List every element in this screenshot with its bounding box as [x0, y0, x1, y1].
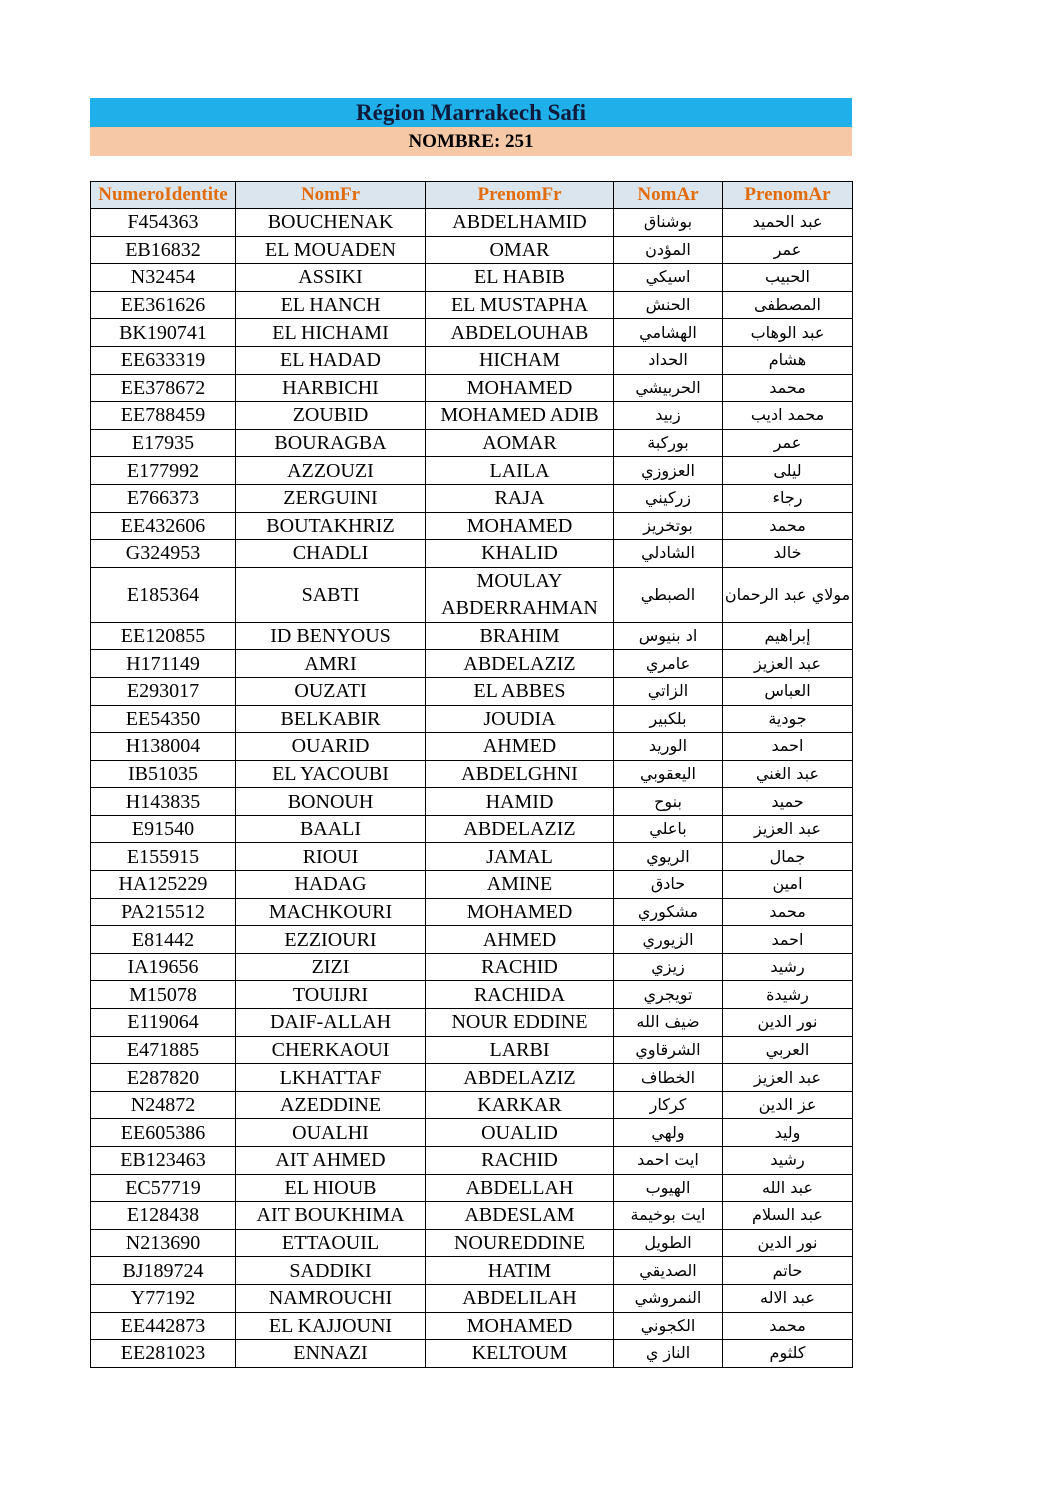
cell-prenom-fr: MOHAMED	[426, 512, 614, 540]
cell-nom-ar: الزيوري	[614, 926, 723, 954]
table-row	[91, 291, 853, 319]
cell-numero-identite: F454363	[91, 209, 236, 237]
table-row	[91, 484, 853, 512]
table-row	[91, 1202, 853, 1230]
region-title: Région Marrakech Safi	[90, 98, 852, 127]
cell-nom-fr: BOUTAKHRIZ	[236, 512, 426, 540]
cell-prenom-fr: HICHAM	[426, 346, 614, 374]
cell-nom-fr: EL HIOUB	[236, 1174, 426, 1202]
cell-prenom-fr: ABDELAZIZ	[426, 1064, 614, 1092]
cell-nom-ar: ايت بوخيمة	[614, 1202, 723, 1230]
cell-numero-identite: EE633319	[91, 346, 236, 374]
cell-numero-identite: E293017	[91, 677, 236, 705]
cell-nom-fr: EL YACOUBI	[236, 760, 426, 788]
cell-nom-ar: حادق	[614, 871, 723, 899]
table-row	[91, 871, 853, 899]
cell-numero-identite: EE432606	[91, 512, 236, 540]
cell-nom-fr: DAIF-ALLAH	[236, 1009, 426, 1037]
cell-prenom-ar: الحبيب	[723, 264, 853, 292]
cell-nom-ar: ايت احمد	[614, 1147, 723, 1175]
cell-nom-fr: ENNAZI	[236, 1340, 426, 1368]
cell-nom-ar: الهشامي	[614, 319, 723, 347]
cell-nom-fr: EL HICHAMI	[236, 319, 426, 347]
cell-nom-ar: اسيكي	[614, 264, 723, 292]
cell-numero-identite: N24872	[91, 1091, 236, 1119]
cell-nom-ar: العزوزي	[614, 457, 723, 485]
cell-nom-ar: بوركبة	[614, 429, 723, 457]
cell-prenom-ar: امين	[723, 871, 853, 899]
table-row	[91, 457, 853, 485]
table-row	[91, 843, 853, 871]
cell-nom-ar: الصديقي	[614, 1257, 723, 1285]
table-row	[91, 374, 853, 402]
cell-prenom-fr: MOHAMED ADIB	[426, 402, 614, 430]
cell-nom-fr: ZOUBID	[236, 402, 426, 430]
cell-nom-fr: MACHKOURI	[236, 898, 426, 926]
cell-numero-identite: BK190741	[91, 319, 236, 347]
cell-prenom-fr: MOULAY ABDERRAHMAN	[426, 567, 614, 622]
cell-prenom-ar: جودية	[723, 705, 853, 733]
cell-nom-fr: TOUIJRI	[236, 981, 426, 1009]
cell-prenom-fr: OMAR	[426, 236, 614, 264]
cell-nom-fr: SADDIKI	[236, 1257, 426, 1285]
cell-nom-fr: ASSIKI	[236, 264, 426, 292]
table-row	[91, 540, 853, 568]
table-row	[91, 209, 853, 237]
cell-prenom-fr: NOUR EDDINE	[426, 1009, 614, 1037]
table-row	[91, 402, 853, 430]
cell-prenom-fr: MOHAMED	[426, 1312, 614, 1340]
cell-nom-ar: زركيني	[614, 484, 723, 512]
cell-prenom-fr: KELTOUM	[426, 1340, 614, 1368]
table-row	[91, 650, 853, 678]
table-row	[91, 1257, 853, 1285]
cell-nom-fr: AMRI	[236, 650, 426, 678]
table-row	[91, 264, 853, 292]
cell-nom-ar: الزاتي	[614, 677, 723, 705]
cell-nom-fr: ZERGUINI	[236, 484, 426, 512]
cell-nom-ar: مشكوري	[614, 898, 723, 926]
cell-nom-ar: الخطاف	[614, 1064, 723, 1092]
cell-prenom-ar: مولاي عبد الرحمان	[723, 567, 853, 622]
cell-prenom-fr: EL ABBES	[426, 677, 614, 705]
cell-prenom-ar: عبد العزيز	[723, 815, 853, 843]
cell-numero-identite: H143835	[91, 788, 236, 816]
cell-numero-identite: E471885	[91, 1036, 236, 1064]
cell-prenom-fr: HAMID	[426, 788, 614, 816]
cell-prenom-fr: AHMED	[426, 926, 614, 954]
cell-prenom-ar: محمد	[723, 374, 853, 402]
cell-prenom-fr: JOUDIA	[426, 705, 614, 733]
cell-nom-ar: عامري	[614, 650, 723, 678]
header-numero-identite: NumeroIdentite	[91, 182, 236, 209]
cell-numero-identite: E128438	[91, 1202, 236, 1230]
cell-prenom-ar: العربي	[723, 1036, 853, 1064]
cell-nom-fr: OUZATI	[236, 677, 426, 705]
cell-prenom-fr: MOHAMED	[426, 374, 614, 402]
cell-numero-identite: EB123463	[91, 1147, 236, 1175]
header-nom-ar: NomAr	[614, 182, 723, 209]
cell-prenom-fr: LAILA	[426, 457, 614, 485]
cell-nom-ar: بنوح	[614, 788, 723, 816]
cell-prenom-ar: نور الدين	[723, 1009, 853, 1037]
cell-prenom-fr: ABDELHAMID	[426, 209, 614, 237]
cell-prenom-ar: عبد الاله	[723, 1284, 853, 1312]
cell-nom-fr: BAALI	[236, 815, 426, 843]
cell-prenom-ar: عز الدين	[723, 1091, 853, 1119]
cell-nom-ar: اليعقوبي	[614, 760, 723, 788]
table-row	[91, 1229, 853, 1257]
cell-nom-fr: BOURAGBA	[236, 429, 426, 457]
cell-nom-ar: اد بنيوس	[614, 622, 723, 650]
cell-numero-identite: EE54350	[91, 705, 236, 733]
table-row	[91, 236, 853, 264]
cell-prenom-ar: رشيد	[723, 953, 853, 981]
cell-numero-identite: H138004	[91, 733, 236, 761]
cell-prenom-ar: نور الدين	[723, 1229, 853, 1257]
table-row	[91, 760, 853, 788]
cell-numero-identite: PA215512	[91, 898, 236, 926]
cell-numero-identite: IA19656	[91, 953, 236, 981]
cell-prenom-ar: إبراهيم	[723, 622, 853, 650]
cell-prenom-ar: حميد	[723, 788, 853, 816]
table-row	[91, 1036, 853, 1064]
cell-nom-fr: AIT BOUKHIMA	[236, 1202, 426, 1230]
table-row	[91, 898, 853, 926]
cell-nom-fr: SABTI	[236, 567, 426, 622]
cell-nom-fr: EZZIOURI	[236, 926, 426, 954]
cell-nom-ar: باعلي	[614, 815, 723, 843]
cell-numero-identite: EE361626	[91, 291, 236, 319]
cell-nom-fr: NAMROUCHI	[236, 1284, 426, 1312]
cell-nom-fr: AZEDDINE	[236, 1091, 426, 1119]
cell-prenom-fr: NOUREDDINE	[426, 1229, 614, 1257]
cell-nom-ar: زيزي	[614, 953, 723, 981]
cell-nom-fr: EL HADAD	[236, 346, 426, 374]
cell-prenom-ar: محمد	[723, 512, 853, 540]
cell-prenom-ar: محمد اديب	[723, 402, 853, 430]
cell-nom-ar: بوشناق	[614, 209, 723, 237]
cell-nom-ar: الحربيشي	[614, 374, 723, 402]
cell-numero-identite: E177992	[91, 457, 236, 485]
table-row	[91, 953, 853, 981]
cell-prenom-ar: هشام	[723, 346, 853, 374]
table-header-row	[91, 182, 853, 209]
cell-nom-ar: زبيد	[614, 402, 723, 430]
cell-numero-identite: E91540	[91, 815, 236, 843]
table-row	[91, 926, 853, 954]
header-nom-fr: NomFr	[236, 182, 426, 209]
cell-numero-identite: Y77192	[91, 1284, 236, 1312]
cell-prenom-fr: AMINE	[426, 871, 614, 899]
cell-prenom-ar: جمال	[723, 843, 853, 871]
table-row	[91, 567, 853, 622]
cell-nom-ar: الهيوب	[614, 1174, 723, 1202]
cell-nom-ar: الريوي	[614, 843, 723, 871]
cell-nom-ar: الكجوني	[614, 1312, 723, 1340]
cell-prenom-ar: عبد الحميد	[723, 209, 853, 237]
cell-prenom-fr: MOHAMED	[426, 898, 614, 926]
cell-nom-ar: ضيف الله	[614, 1009, 723, 1037]
cell-nom-fr: HARBICHI	[236, 374, 426, 402]
cell-numero-identite: N213690	[91, 1229, 236, 1257]
table-row	[91, 1340, 853, 1368]
cell-prenom-fr: ABDELLAH	[426, 1174, 614, 1202]
cell-prenom-ar: محمد	[723, 898, 853, 926]
cell-nom-fr: EL KAJJOUNI	[236, 1312, 426, 1340]
cell-nom-fr: OUARID	[236, 733, 426, 761]
cell-prenom-ar: احمد	[723, 926, 853, 954]
cell-nom-fr: HADAG	[236, 871, 426, 899]
cell-nom-ar: بلكبير	[614, 705, 723, 733]
table-row	[91, 1312, 853, 1340]
cell-nom-ar: الطويل	[614, 1229, 723, 1257]
table-row	[91, 1174, 853, 1202]
cell-numero-identite: E119064	[91, 1009, 236, 1037]
cell-prenom-fr: RAJA	[426, 484, 614, 512]
cell-nom-fr: BOUCHENAK	[236, 209, 426, 237]
table-row	[91, 319, 853, 347]
cell-prenom-fr: LARBI	[426, 1036, 614, 1064]
cell-prenom-fr: ABDELAZIZ	[426, 815, 614, 843]
cell-numero-identite: EB16832	[91, 236, 236, 264]
cell-nom-fr: BONOUH	[236, 788, 426, 816]
table-row	[91, 677, 853, 705]
cell-numero-identite: EE120855	[91, 622, 236, 650]
cell-prenom-fr: JAMAL	[426, 843, 614, 871]
cell-prenom-fr: ABDESLAM	[426, 1202, 614, 1230]
cell-nom-ar: المؤدن	[614, 236, 723, 264]
table-row	[91, 429, 853, 457]
cell-numero-identite: EE442873	[91, 1312, 236, 1340]
record-count: NOMBRE: 251	[90, 127, 852, 156]
cell-numero-identite: HA125229	[91, 871, 236, 899]
cell-prenom-ar: عبد السلام	[723, 1202, 853, 1230]
cell-nom-ar: الوريد	[614, 733, 723, 761]
cell-nom-fr: OUALHI	[236, 1119, 426, 1147]
cell-numero-identite: EE788459	[91, 402, 236, 430]
cell-numero-identite: BJ189724	[91, 1257, 236, 1285]
cell-nom-ar: الشرقاوي	[614, 1036, 723, 1064]
cell-nom-fr: ETTAOUIL	[236, 1229, 426, 1257]
cell-prenom-ar: وليد	[723, 1119, 853, 1147]
cell-prenom-ar: محمد	[723, 1312, 853, 1340]
cell-nom-ar: الشادلي	[614, 540, 723, 568]
cell-numero-identite: IB51035	[91, 760, 236, 788]
cell-numero-identite: N32454	[91, 264, 236, 292]
cell-prenom-fr: EL HABIB	[426, 264, 614, 292]
cell-numero-identite: H171149	[91, 650, 236, 678]
cell-nom-fr: EL HANCH	[236, 291, 426, 319]
cell-prenom-fr: AHMED	[426, 733, 614, 761]
cell-numero-identite: EE378672	[91, 374, 236, 402]
cell-prenom-ar: رجاء	[723, 484, 853, 512]
cell-prenom-fr: HATIM	[426, 1257, 614, 1285]
table-row	[91, 1064, 853, 1092]
cell-prenom-ar: خالد	[723, 540, 853, 568]
cell-nom-ar: تويجري	[614, 981, 723, 1009]
cell-prenom-fr: OUALID	[426, 1119, 614, 1147]
cell-numero-identite: EE281023	[91, 1340, 236, 1368]
cell-nom-fr: BELKABIR	[236, 705, 426, 733]
cell-nom-fr: AIT AHMED	[236, 1147, 426, 1175]
cell-nom-ar: ولهي	[614, 1119, 723, 1147]
cell-prenom-fr: BRAHIM	[426, 622, 614, 650]
cell-prenom-ar: عبد الوهاب	[723, 319, 853, 347]
table-row	[91, 1091, 853, 1119]
cell-prenom-ar: حاتم	[723, 1257, 853, 1285]
cell-nom-fr: CHADLI	[236, 540, 426, 568]
cell-prenom-fr: RACHID	[426, 1147, 614, 1175]
cell-nom-fr: RIOUI	[236, 843, 426, 871]
table-row	[91, 622, 853, 650]
cell-nom-ar: بوتخريز	[614, 512, 723, 540]
cell-prenom-ar: عبد العزيز	[723, 650, 853, 678]
cell-nom-ar: الناز ي	[614, 1340, 723, 1368]
header-prenom-fr: PrenomFr	[426, 182, 614, 209]
cell-numero-identite: E185364	[91, 567, 236, 622]
table-row	[91, 815, 853, 843]
table-row	[91, 1284, 853, 1312]
identity-table	[90, 181, 853, 1368]
cell-prenom-ar: رشيدة	[723, 981, 853, 1009]
cell-prenom-ar: عمر	[723, 236, 853, 264]
cell-prenom-fr: RACHIDA	[426, 981, 614, 1009]
cell-prenom-ar: المصطفى	[723, 291, 853, 319]
table-row	[91, 733, 853, 761]
table-row	[91, 346, 853, 374]
cell-prenom-ar: رشيد	[723, 1147, 853, 1175]
cell-prenom-ar: عبد الغني	[723, 760, 853, 788]
cell-nom-fr: LKHATTAF	[236, 1064, 426, 1092]
cell-numero-identite: E155915	[91, 843, 236, 871]
table-body	[91, 209, 853, 1368]
cell-numero-identite: E81442	[91, 926, 236, 954]
table-row	[91, 1119, 853, 1147]
cell-nom-ar: كركار	[614, 1091, 723, 1119]
cell-prenom-fr: KARKAR	[426, 1091, 614, 1119]
table-row	[91, 705, 853, 733]
cell-nom-fr: AZZOUZI	[236, 457, 426, 485]
cell-prenom-fr: KHALID	[426, 540, 614, 568]
cell-numero-identite: M15078	[91, 981, 236, 1009]
cell-prenom-fr: AOMAR	[426, 429, 614, 457]
cell-prenom-fr: RACHID	[426, 953, 614, 981]
cell-numero-identite: EE605386	[91, 1119, 236, 1147]
cell-prenom-ar: احمد	[723, 733, 853, 761]
header-prenom-ar: PrenomAr	[723, 182, 853, 209]
cell-numero-identite: EC57719	[91, 1174, 236, 1202]
cell-prenom-ar: عمر	[723, 429, 853, 457]
cell-nom-fr: CHERKAOUI	[236, 1036, 426, 1064]
cell-prenom-ar: كلثوم	[723, 1340, 853, 1368]
cell-prenom-ar: عبد العزيز	[723, 1064, 853, 1092]
table-row	[91, 1147, 853, 1175]
cell-prenom-fr: EL MUSTAPHA	[426, 291, 614, 319]
cell-prenom-ar: ليلى	[723, 457, 853, 485]
cell-prenom-ar: عبد الله	[723, 1174, 853, 1202]
cell-prenom-fr: ABDELGHNI	[426, 760, 614, 788]
cell-prenom-fr: ABDELILAH	[426, 1284, 614, 1312]
cell-nom-fr: ZIZI	[236, 953, 426, 981]
table-row	[91, 1009, 853, 1037]
cell-nom-ar: الحداد	[614, 346, 723, 374]
table-row	[91, 788, 853, 816]
cell-prenom-ar: العباس	[723, 677, 853, 705]
table-row	[91, 512, 853, 540]
cell-numero-identite: E287820	[91, 1064, 236, 1092]
cell-numero-identite: E766373	[91, 484, 236, 512]
cell-nom-fr: ID BENYOUS	[236, 622, 426, 650]
cell-prenom-fr: ABDELAZIZ	[426, 650, 614, 678]
cell-numero-identite: G324953	[91, 540, 236, 568]
cell-numero-identite: E17935	[91, 429, 236, 457]
cell-prenom-fr: ABDELOUHAB	[426, 319, 614, 347]
cell-nom-ar: الحنش	[614, 291, 723, 319]
cell-nom-ar: النمروشي	[614, 1284, 723, 1312]
table-row	[91, 981, 853, 1009]
cell-nom-fr: EL MOUADEN	[236, 236, 426, 264]
cell-nom-ar: الصبطي	[614, 567, 723, 622]
